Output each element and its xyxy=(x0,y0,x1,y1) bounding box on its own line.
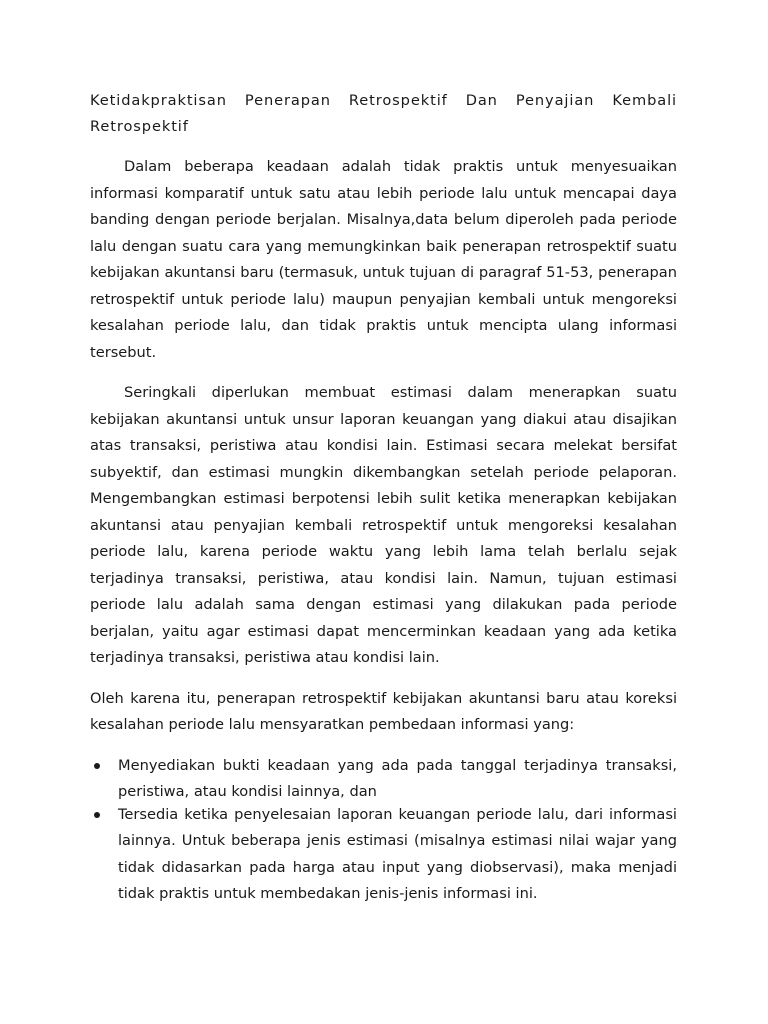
bullet-item-2 xyxy=(90,802,677,908)
document-title: Ketidakpraktisan Penerapan Retrospektif Dan Penyajian Kembali Retrospektif xyxy=(90,92,677,135)
document-page xyxy=(90,88,677,908)
paragraph-1: Dalam beberapa keadaan adalah tidak praktis untuk menyesuaikan informasi komparatif untuk satu atau lebih periode lalu untuk mencapai daya banding dengan periode berjalan. Misalnya,data belum diperoleh pada periode lalu dengan suatu cara yang memungkinkan baik penerapan retrospektif suatu kebijakan akuntansi baru (termasuk, untuk tujuan di paragraf 51-53, penerapan retrospektif untuk periode lalu) maupun penyajian kembali untuk mengoreksi kesalahan periode lalu, dan tidak praktis untuk mencipta ulang informasi tersebut. xyxy=(90,158,677,361)
paragraph-3: Oleh karena itu, penerapan retrospektif kebijakan akuntansi baru atau koreksi kesalahan periode lalu mensyaratkan pembedaan informasi yang: xyxy=(90,689,677,733)
bullet-list xyxy=(90,753,677,908)
paragraph-2: Seringkali diperlukan membuat estimasi dalam menerapkan suatu kebijakan akuntansi untuk unsur laporan keuangan yang diakui atau disajikan atas transaksi, peristiwa atau kondisi lain. Estimasi secara melekat bersifat subyektif, dan estimasi mungkin dikembangkan setelah periode pelaporan. Mengembangkan estimasi berpotensi lebih sulit ketika menerapkan kebijakan akuntansi atau penyajian kembali retrospektif untuk mengoreksi kesalahan periode lalu, karena periode waktu yang lebih lama telah berlalu sejak terjadinya transaksi, peristiwa, atau kondisi lain. Namun, tujuan estimasi periode lalu adalah sama dengan estimasi yang dilakukan pada periode berjalan, yaitu agar estimasi dapat mencerminkan keadaan yang ada ketika terjadinya transaksi, peristiwa atau kondisi lain. xyxy=(90,384,677,666)
bullet-text-2: Tersedia ketika penyelesaian laporan keuangan periode lalu, dari informasi lainnya. Untuk beberapa jenis estimasi (misalnya estimasi nilai wajar yang tidak didasarkan pada harga atau input yang diobservasi), maka menjadi tidak praktis untuk membedakan jenis-jenis informasi ini. xyxy=(118,805,677,902)
bullet-item-1 xyxy=(90,753,677,806)
bullet-dot-icon xyxy=(94,763,100,769)
bullet-text-1: Menyediakan bukti keadaan yang ada pada tanggal terjadinya transaksi, peristiwa, atau kondisi lainnya, dan xyxy=(118,756,677,800)
bullet-dot-icon xyxy=(94,812,100,818)
